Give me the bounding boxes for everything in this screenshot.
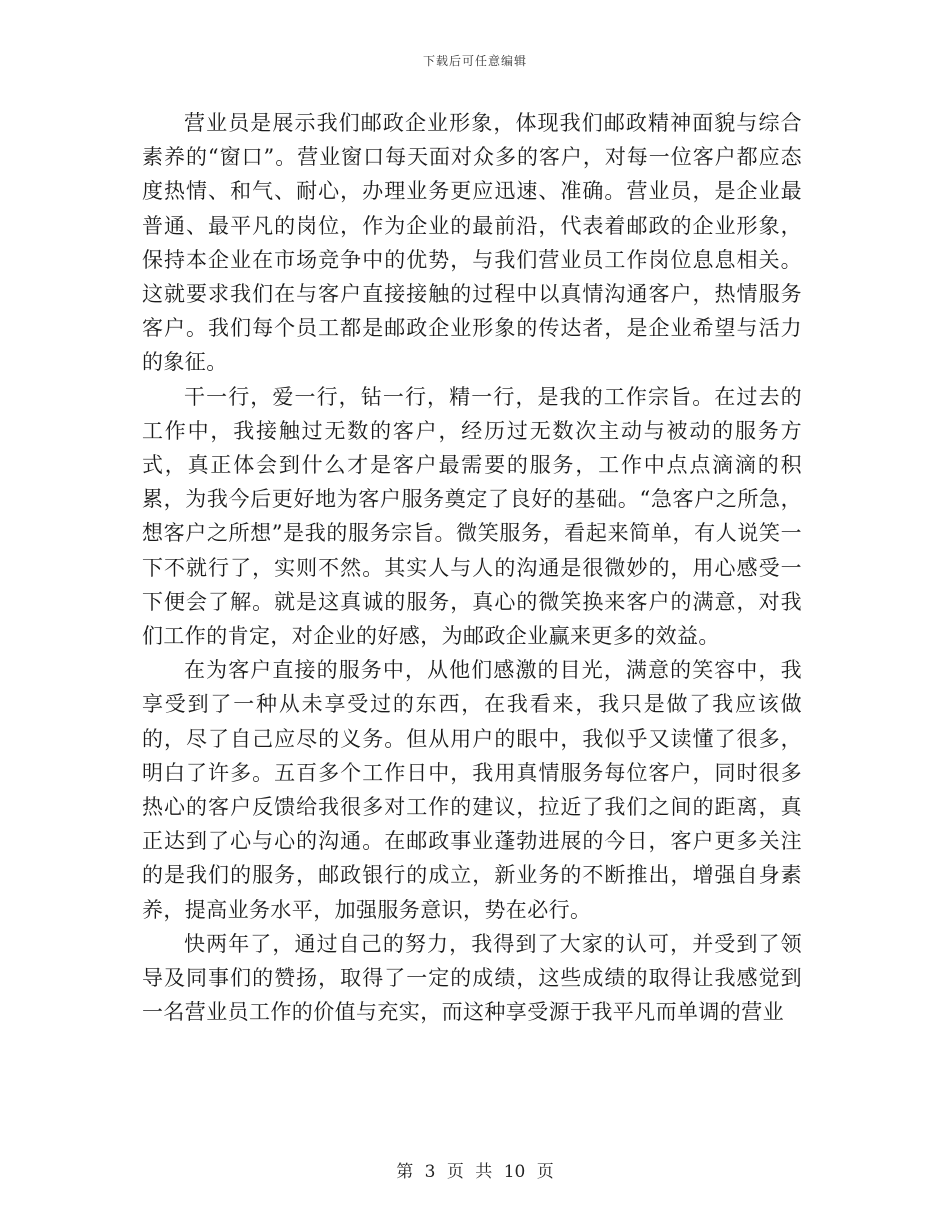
page-header-note: 下载后可任意编辑 [422, 54, 527, 68]
document-body [142, 106, 802, 1029]
page-number: 第 3 页 共 10 页 [396, 1162, 554, 1182]
paragraph-1: 营业员是展示我们邮政企业形象，体现我们邮政精神面貌与综合素养的“窗口”。营业窗口每天面对众多的客户，对每一位客户都应态度热情、和气、耐心，办理业务更应迅速、准确。营业员，是企业最普通、最平凡的岗位，作为企业的最前沿，代表着邮政的企业形象，保持本企业在市场竞争中的优势，与我们营业员工作岗位息息相关。这就要求我们在与客户直接接触的过程中以真情沟通客户，热情服务客户。我们每个员工都是邮政企业形象的传达者，是企业希望与活力的象征。 [142, 111, 802, 375]
paragraph-3: 在为客户直接的服务中，从他们感激的目光，满意的笑容中，我享受到了一种从未享受过的东西，在我看来，我只是做了我应该做的，尽了自己应尽的义务。但从用户的眼中，我似乎又读懂了很多，明白了许多。五百多个工作日中，我用真情服务每位客户，同时很多热心的客户反馈给我很多对工作的建议，拉近了我们之间的距离，真正达到了心与心的沟通。在邮政事业蓬勃进展的今日，客户更多关注的是我们的服务，邮政银行的成立，新业务的不断推出，增强自身素养，提高业务水平，加强服务意识，势在必行。 [142, 658, 802, 922]
paragraph-4: 快两年了，通过自己的努力，我得到了大家的认可，并受到了领导及同事们的赞扬，取得了一定的成绩，这些成绩的取得让我感觉到一名营业员工作的价值与充实，而这种享受源于我平凡而单调的营业 [142, 931, 802, 1025]
paragraph-2: 干一行，爱一行，钻一行，精一行，是我的工作宗旨。在过去的工作中，我接触过无数的客户，经历过无数次主动与被动的服务方式，真正体会到什么才是客户最需要的服务，工作中点点滴滴的积累，为我今后更好地为客户服务奠定了良好的基础。“急客户之所急，想客户之所想”是我的服务宗旨。微笑服务，看起来简单，有人说笑一下不就行了，实则不然。其实人与人的沟通是很微妙的，用心感受一下便会了解。就是这真诚的服务，真心的微笑换来客户的满意，对我们工作的肯定，对企业的好感，为邮政企业赢来更多的效益。 [142, 384, 802, 649]
